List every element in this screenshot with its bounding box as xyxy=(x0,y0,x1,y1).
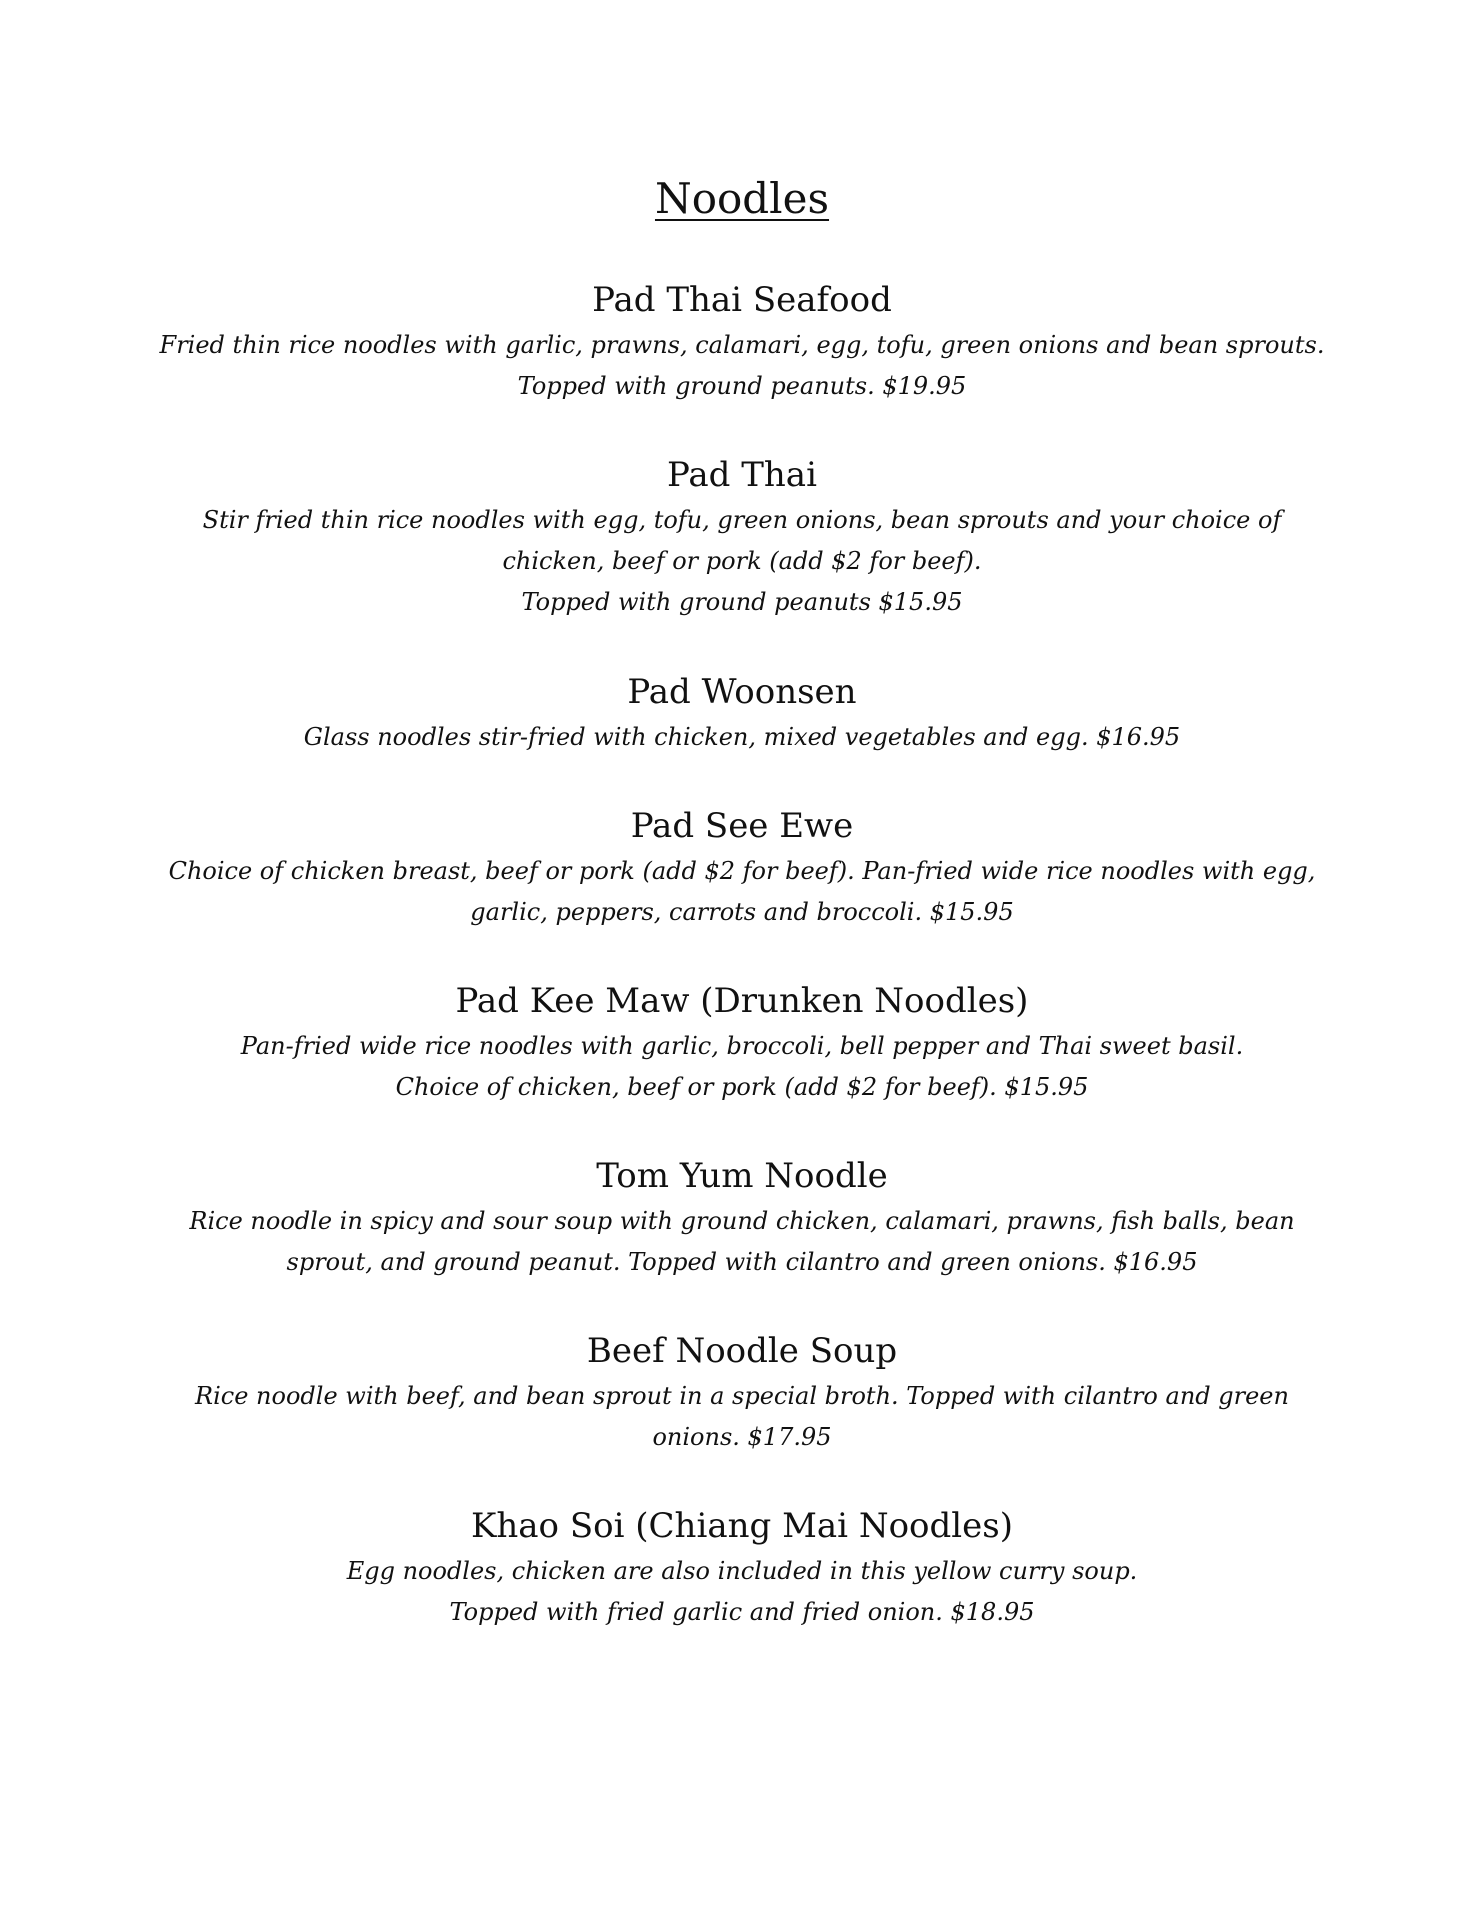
menu-item-beef-noodle-soup xyxy=(100,1326,1384,1458)
description-line: Egg noodles, chicken are also included in this yellow curry soup. xyxy=(346,1557,1138,1585)
item-name: Pad Thai Seafood xyxy=(592,280,892,320)
item-name: Tom Yum Noodle xyxy=(596,1156,888,1196)
item-description xyxy=(100,1551,1384,1633)
description-line: onions. $17.95 xyxy=(652,1423,832,1451)
menu-item-khao-soi xyxy=(100,1501,1384,1633)
description-line: Choice of chicken breast, beef or pork (add $2 for beef). Pan-fried wide rice noodles with egg, xyxy=(168,857,1316,885)
item-name: Beef Noodle Soup xyxy=(586,1331,898,1371)
menu-item-pad-see-ewe xyxy=(100,801,1384,933)
menu-item-pad-kee-maw xyxy=(100,976,1384,1108)
menu-item-pad-woonsen xyxy=(100,667,1384,758)
item-name: Pad Kee Maw (Drunken Noodles) xyxy=(455,981,1029,1021)
item-description xyxy=(100,851,1384,933)
description-line: Stir fried thin rice noodles with egg, tofu, green onions, bean sprouts and your choice of xyxy=(202,506,1282,534)
description-line: garlic, peppers, carrots and broccoli. $15.95 xyxy=(470,898,1014,926)
description-line: Rice noodle in spicy and sour soup with ground chicken, calamari, prawns, fish balls, bean xyxy=(189,1207,1295,1235)
description-line: Choice of chicken, beef or pork (add $2 for beef). $15.95 xyxy=(395,1073,1089,1101)
item-description xyxy=(100,325,1384,407)
description-line: chicken, beef or pork (add $2 for beef). xyxy=(502,547,982,575)
menu-item-pad-thai-seafood xyxy=(100,275,1384,407)
item-description xyxy=(100,1026,1384,1108)
menu-item-tom-yum-noodle xyxy=(100,1151,1384,1283)
description-line: Topped with ground peanuts $15.95 xyxy=(521,588,963,616)
description-line: sprout, and ground peanut. Topped with cilantro and green onions. $16.95 xyxy=(286,1248,1198,1276)
description-line: Topped with ground peanuts. $19.95 xyxy=(517,372,967,400)
item-description xyxy=(100,1376,1384,1458)
item-description xyxy=(100,1201,1384,1283)
description-line: Rice noodle with beef, and bean sprout in a special broth. Topped with cilantro and green xyxy=(195,1382,1289,1410)
item-name: Pad Thai xyxy=(667,455,817,495)
item-name: Khao Soi (Chiang Mai Noodles) xyxy=(470,1506,1013,1546)
description-line: Pan-fried wide rice noodles with garlic, broccoli, bell pepper and Thai sweet basil. xyxy=(240,1032,1244,1060)
item-description xyxy=(100,717,1384,758)
menu-item-pad-thai xyxy=(100,450,1384,623)
description-line: Fried thin rice noodles with garlic, prawns, calamari, egg, tofu, green onions and bean sprouts. xyxy=(159,331,1325,359)
description-line: Glass noodles stir-fried with chicken, mixed vegetables and egg. $16.95 xyxy=(303,723,1181,751)
item-description xyxy=(100,500,1384,623)
description-line: Topped with fried garlic and fried onion. $18.95 xyxy=(449,1598,1035,1626)
item-name: Pad Woonsen xyxy=(627,672,857,712)
item-name: Pad See Ewe xyxy=(630,806,854,846)
menu-title: Noodles xyxy=(654,174,830,223)
